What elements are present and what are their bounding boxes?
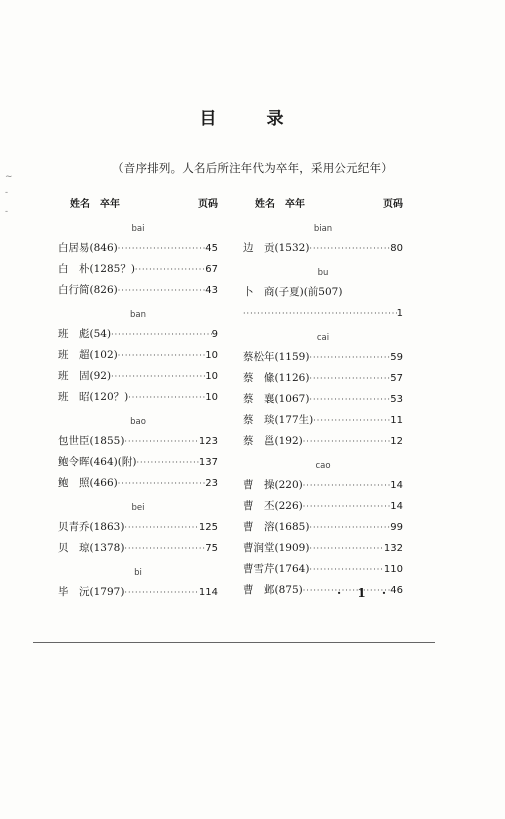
index-entry xyxy=(58,259,218,280)
index-entry xyxy=(243,368,403,389)
right-groups xyxy=(243,220,403,601)
entry-name: 蔡 邕(192) xyxy=(243,435,303,447)
page-number: · 1 · xyxy=(337,586,393,600)
entry-name: 边 贡(1532) xyxy=(243,242,310,254)
index-entry xyxy=(243,282,403,303)
pinyin-heading: cao xyxy=(315,461,331,471)
entry-name: 班 超(102) xyxy=(58,349,118,361)
leader-dots xyxy=(111,366,205,387)
index-entry xyxy=(243,538,403,559)
index-entry xyxy=(243,559,403,580)
entry-page: 23 xyxy=(205,478,218,489)
entry-page: 59 xyxy=(390,352,403,363)
index-entry xyxy=(58,538,218,559)
index-entry xyxy=(58,452,218,473)
entry-name: 曹 溶(1685) xyxy=(243,521,310,533)
entry-page: 137 xyxy=(198,457,218,468)
index-entry xyxy=(58,366,218,387)
entry-name: 班 昭(120？) xyxy=(58,391,129,403)
margin-mark: - xyxy=(5,207,9,217)
entry-name: 贝 琼(1378) xyxy=(58,542,125,554)
entry-name: 毕 沅(1797) xyxy=(58,586,125,598)
entry-page: 46 xyxy=(390,585,403,596)
index-entry xyxy=(58,473,218,494)
entry-page: 99 xyxy=(390,522,403,533)
margin-mark: - xyxy=(5,188,9,198)
column-header xyxy=(58,195,218,215)
entry-page: 132 xyxy=(383,543,403,554)
index-entry xyxy=(243,389,403,410)
leader-dots xyxy=(124,582,198,603)
entry-page: 11 xyxy=(390,415,403,426)
entry-page: 67 xyxy=(205,264,218,275)
entry-page: 14 xyxy=(390,480,403,491)
leader-dots xyxy=(243,303,397,324)
header-name: 姓名 xyxy=(70,199,90,210)
leader-dots xyxy=(309,347,390,368)
index-entry xyxy=(243,431,403,452)
entry-page: 53 xyxy=(390,394,403,405)
entry-page: 10 xyxy=(205,350,218,361)
entry-name: 鲍令晖(464)(附) xyxy=(58,456,137,468)
entry-name: 蔡 琰(177生) xyxy=(243,414,314,426)
index-entry xyxy=(243,303,403,324)
leader-dots xyxy=(303,431,391,452)
leader-dots xyxy=(128,387,205,408)
entry-name: 卜 商(子夏)(前507) xyxy=(243,286,343,298)
entry-page: 110 xyxy=(383,564,403,575)
index-entry xyxy=(243,410,403,431)
index-entry xyxy=(58,280,218,301)
leader-dots xyxy=(124,538,205,559)
column-header xyxy=(243,195,403,215)
header-page: 页码 xyxy=(383,199,403,210)
entry-name: 班 彪(54) xyxy=(58,328,112,340)
leader-dots xyxy=(118,345,206,366)
index-column-right xyxy=(243,195,403,601)
entry-name: 曹雪芹(1764) xyxy=(243,563,310,575)
entry-page: 1 xyxy=(396,308,403,319)
entry-name: 鲍 照(466) xyxy=(58,477,118,489)
entry-page: 75 xyxy=(205,543,218,554)
leader-dots xyxy=(118,280,206,301)
header-page: 页码 xyxy=(198,199,218,210)
index-entry xyxy=(243,475,403,496)
leader-dots xyxy=(118,473,206,494)
header-year: 卒年 xyxy=(285,199,305,210)
entry-page: 125 xyxy=(198,522,218,533)
pinyin-heading: bao xyxy=(130,417,146,427)
index-entry xyxy=(58,345,218,366)
entry-page: 57 xyxy=(390,373,403,384)
leader-dots xyxy=(135,259,205,280)
entry-name: 白居易(846) xyxy=(58,242,118,254)
index-entry xyxy=(58,517,218,538)
entry-name: 白 朴(1285？) xyxy=(58,263,135,275)
entry-name: 曹 丕(226) xyxy=(243,500,303,512)
entry-page: 12 xyxy=(390,436,403,447)
entry-name: 白行简(826) xyxy=(58,284,118,296)
leader-dots xyxy=(309,238,390,259)
entry-name: 蔡 絛(1126) xyxy=(243,372,310,384)
index-entry xyxy=(243,347,403,368)
index-entry xyxy=(243,496,403,517)
entry-name: 曹润堂(1909) xyxy=(243,542,310,554)
entry-page: 45 xyxy=(205,243,218,254)
index-entry xyxy=(58,431,218,452)
margin-mark: ~ xyxy=(5,172,13,182)
bottom-rule xyxy=(33,642,435,643)
leader-dots xyxy=(118,238,206,259)
leader-dots xyxy=(303,496,391,517)
index-entry xyxy=(58,387,218,408)
pinyin-heading: bei xyxy=(131,503,145,513)
leader-dots xyxy=(309,517,390,538)
entry-name: 班 固(92) xyxy=(58,370,112,382)
entry-page: 10 xyxy=(205,371,218,382)
leader-dots xyxy=(111,324,212,345)
entry-page: 43 xyxy=(205,285,218,296)
entry-name: 蔡 襄(1067) xyxy=(243,393,310,405)
left-groups xyxy=(58,220,218,603)
entry-page: 123 xyxy=(198,436,218,447)
leader-dots xyxy=(136,452,198,473)
entry-name: 贝青乔(1863) xyxy=(58,521,125,533)
leader-dots xyxy=(309,538,383,559)
leader-dots xyxy=(309,368,390,389)
entry-page: 14 xyxy=(390,501,403,512)
index-entry xyxy=(58,582,218,603)
index-entry xyxy=(243,517,403,538)
header-year: 卒年 xyxy=(100,199,120,210)
entry-page: 80 xyxy=(390,243,403,254)
leader-dots xyxy=(303,475,391,496)
leader-dots xyxy=(124,431,198,452)
leader-dots xyxy=(124,517,198,538)
index-entry xyxy=(243,238,403,259)
entry-page: 9 xyxy=(211,329,218,340)
entry-name: 包世臣(1855) xyxy=(58,435,125,447)
pinyin-heading: cai xyxy=(316,333,330,343)
page-title: 目 录 xyxy=(199,109,306,129)
entry-page: 114 xyxy=(198,587,218,598)
pinyin-heading: ban xyxy=(130,310,146,320)
entry-name: 蔡松年(1159) xyxy=(243,351,310,363)
leader-dots xyxy=(309,559,383,580)
pinyin-heading: bai xyxy=(131,224,145,234)
ordering-note: （音序排列。人名后所注年代为卒年，采用公元纪年） xyxy=(112,161,393,175)
index-entry xyxy=(58,324,218,345)
leader-dots xyxy=(309,389,390,410)
pinyin-heading: bian xyxy=(313,224,333,234)
pinyin-heading: bi xyxy=(134,568,142,578)
entry-name: 曹 操(220) xyxy=(243,479,303,491)
leader-dots xyxy=(313,410,390,431)
pinyin-heading: bu xyxy=(317,268,329,278)
header-name: 姓名 xyxy=(255,199,275,210)
index-column-left xyxy=(58,195,218,603)
entry-name: 曹 邺(875) xyxy=(243,584,303,596)
entry-page: 10 xyxy=(205,392,218,403)
index-entry xyxy=(58,238,218,259)
